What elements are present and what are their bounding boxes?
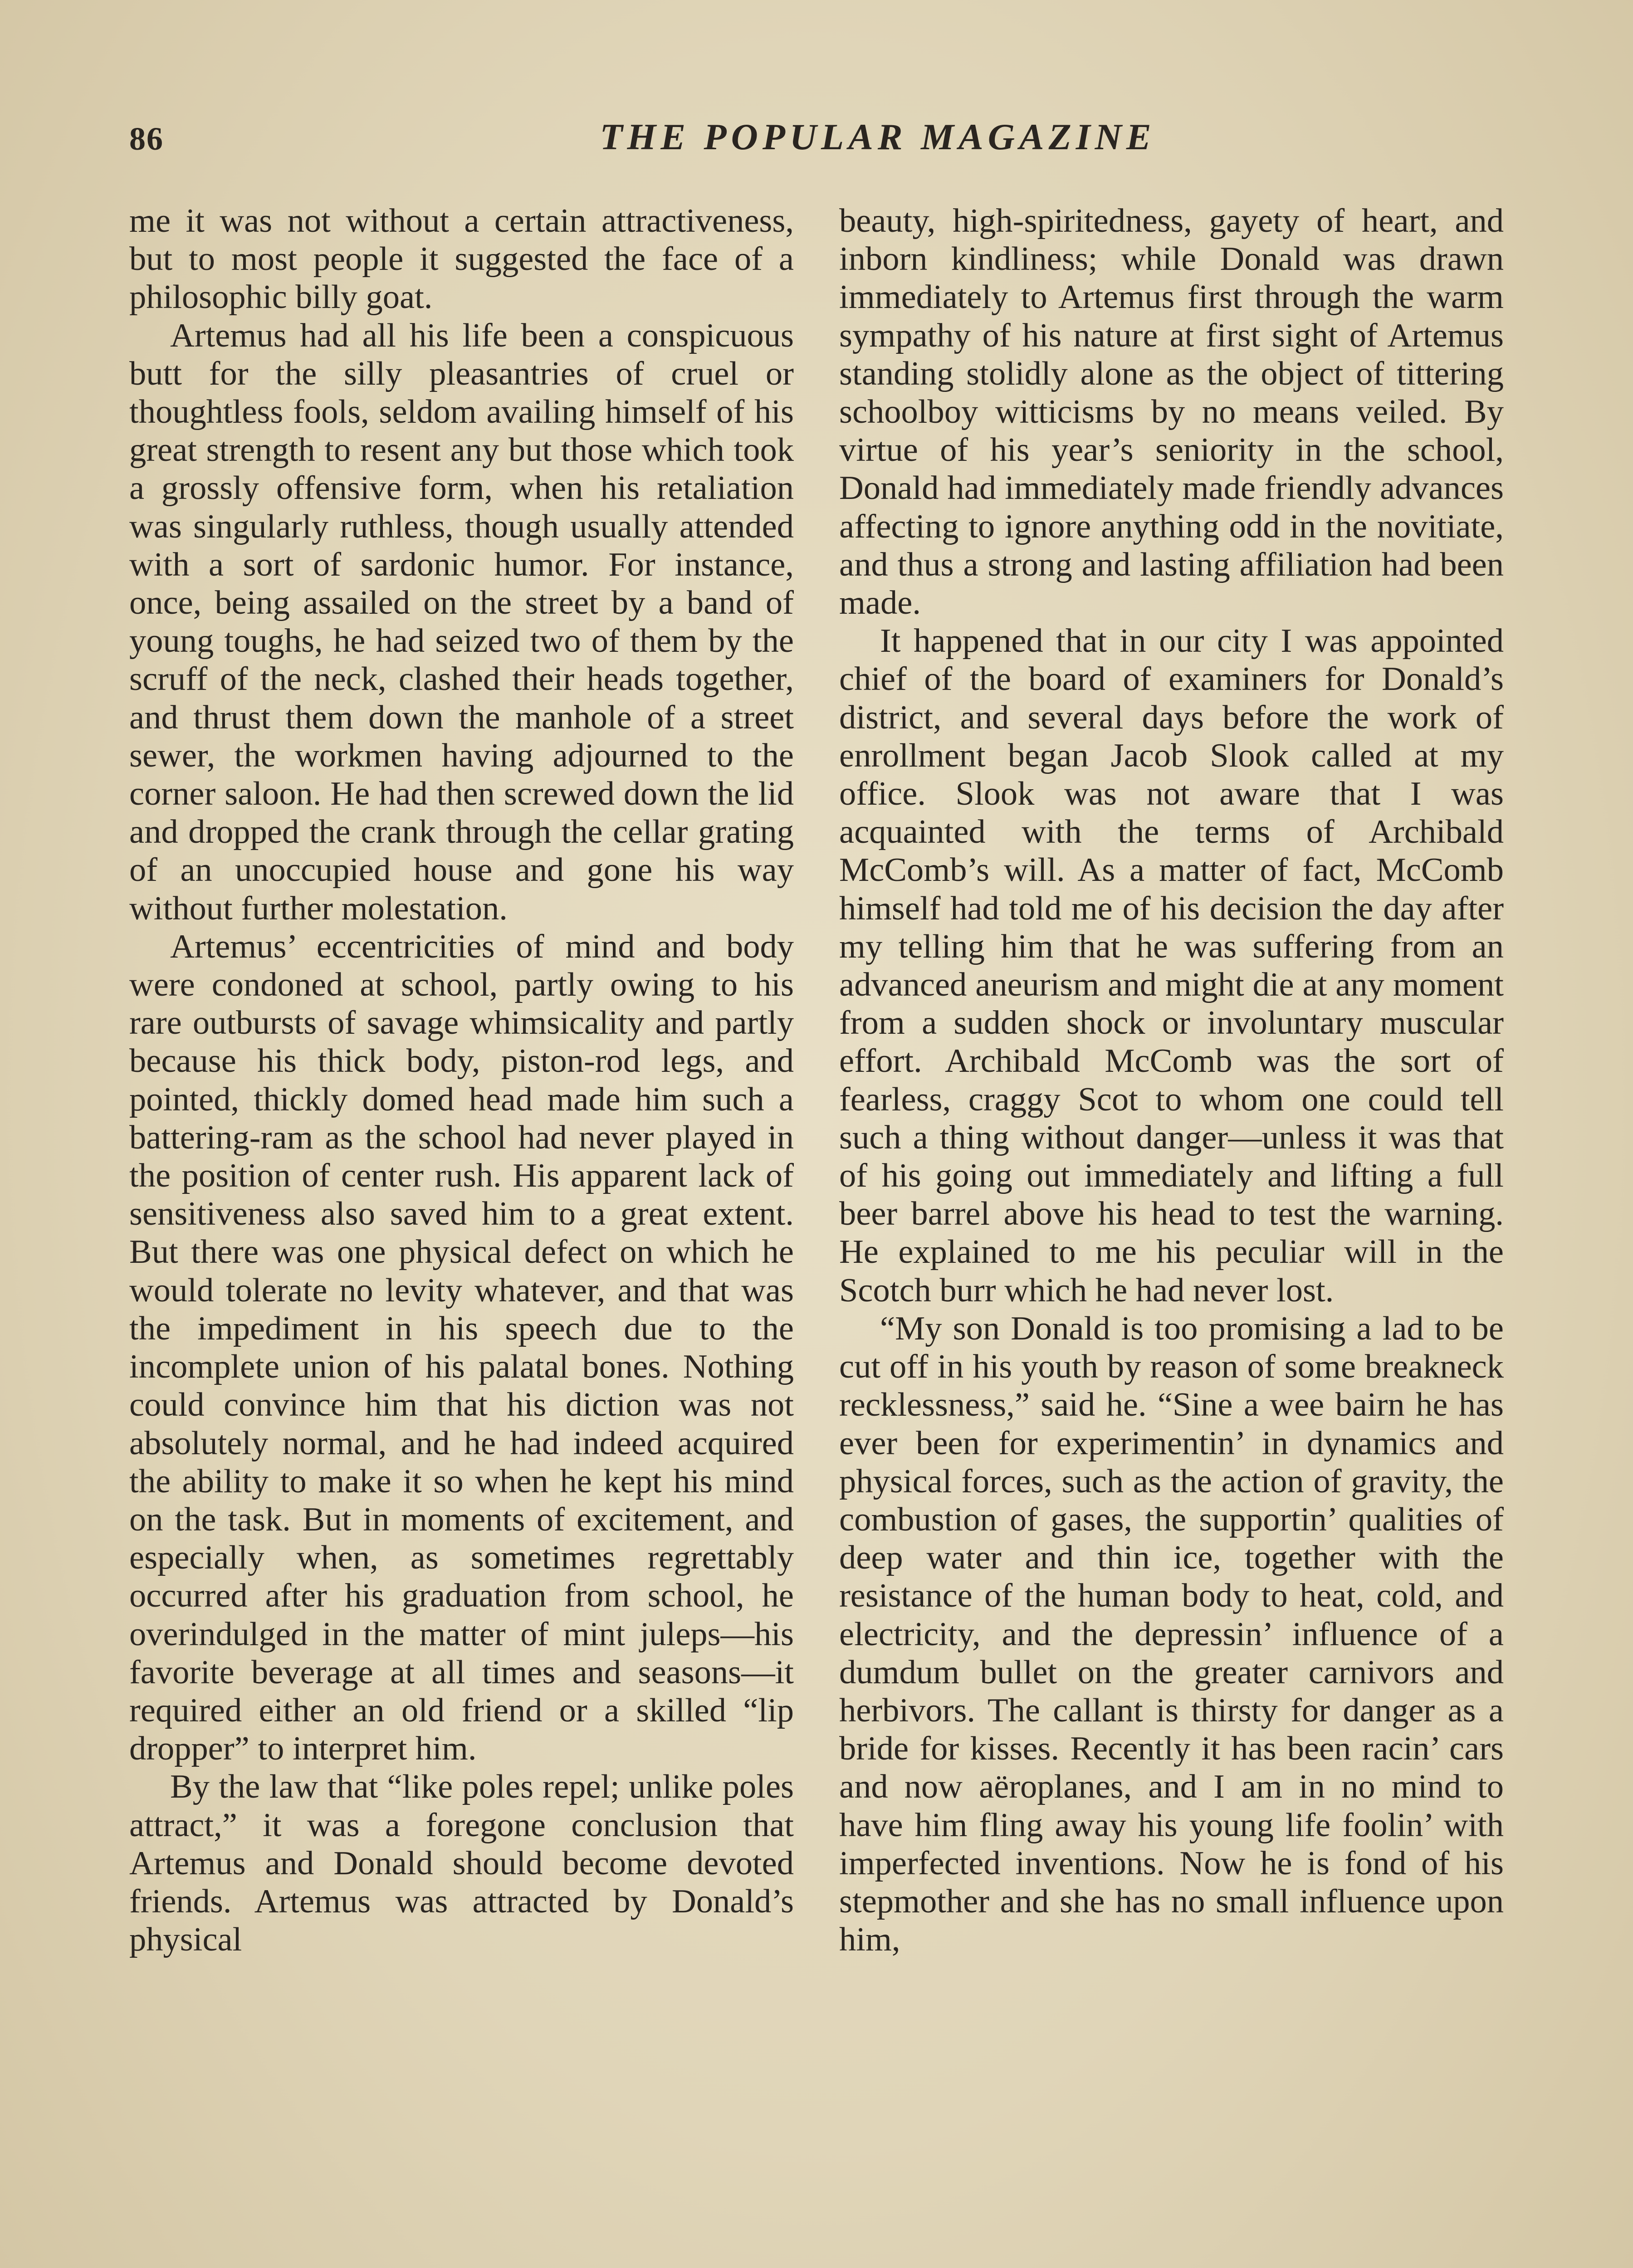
paragraph: beauty, high-spiritedness, gayety of heart, and inborn kindliness; while Donald was drawn immediately to Artemus first through the warm sympathy of his nature at first sight of Artemus standing stolidly alone as the object of tittering schoolboy witticisms by no means veiled. By virtue of his year’s seniority in the school, Donald had immediately made friendly advances affecting to ignore anything odd in the novitiate, and thus a strong and lasting affiliation had been made. <box>839 202 1504 622</box>
paragraph: It happened that in our city I was appointed chief of the board of examiners for Donald’s district, and several days before the work of enrollment began Jacob Slook called at my office. Slook was not aware that I was acquainted with the terms of Archibald McComb’s will. As a matter of fact, McComb himself had told me of his decision the day after my telling him that he was suffering from an advanced aneurism and might die at any moment from a sudden shock or involuntary muscular effort. Archibald McComb was the sort of fearless, craggy Scot to whom one could tell such a thing without danger—unless it was that of his going out immediately and lifting a full beer barrel above his head to test the warning. He explained to me his peculiar will in the Scotch burr which he had never lost. <box>839 622 1504 1309</box>
paragraph: By the law that “like poles repel; unlike poles attract,” it was a foregone conclusion that Artemus and Donald should become devoted friends. Artemus was attracted by Donald’s physical <box>129 1768 794 1959</box>
paragraph: Artemus’ eccentricities of mind and body were condoned at school, partly owing to his rare outbursts of savage whimsicality and partly because his thick body, piston-rod legs, and pointed, thickly domed head made him such a battering-ram as the school had never played in the position of center rush. His apparent lack of sensitiveness also saved him to a great extent. But there was one physical defect on which he would tolerate no levity whatever, and that was the impediment in his speech due to the incomplete union of his palatal bones. Nothing could convince him that his diction was not absolutely normal, and he had indeed acquired the ability to make it so when he kept his mind on the task. But in moments of excitement, and especially when, as sometimes regrettably occurred after his graduation from school, he overindulged in the matter of mint juleps—his favorite beverage at all times and seasons—it required either an old friend or a skilled “lip dropper” to interpret him. <box>129 928 794 1768</box>
page-number: 86 <box>129 121 164 157</box>
page-header <box>129 116 1504 170</box>
paragraph: “My son Donald is too promising a lad to be cut off in his youth by reason of some breakneck recklessness,” said he. “Sine a wee bairn he has ever been for experimentin’ in dynamics and physical forces, such as the action of gravity, the combustion of gases, the supportin’ qualities of deep water and thin ice, together with the resistance of the human body to heat, cold, and electricity, and the depressin’ influence of a dumdum bullet on the greater carnivors and herbivors. The callant is thirsty for danger as a bride for kisses. Recently it has been racin’ cars and now aëroplanes, and I am in no mind to have him fling away his young life foolin’ with imperfected inventions. Now he is fond of his stepmother and she has no small influence upon him, <box>839 1310 1504 1959</box>
right-column <box>839 202 1504 2268</box>
left-column <box>129 202 794 2268</box>
paragraph: me it was not without a certain attractiveness, but to most people it suggested the face of a philosophic billy goat. <box>129 202 794 316</box>
paragraph: Artemus had all his life been a conspicuous butt for the silly pleasantries of cruel or thoughtless fools, seldom availing himself of his great strength to resent any but those which took a grossly offensive form, when his retaliation was singularly ruthless, though usually attended with a sort of sardonic humor. For instance, once, being assailed on the street by a band of young toughs, he had seized two of them by the scruff of the neck, clashed their heads together, and thrust them down the manhole of a street sewer, the workmen having adjourned to the corner saloon. He had then screwed down the lid and dropped the crank through the cellar grating of an unoccupied house and gone his way without further molestation. <box>129 317 794 927</box>
running-title: THE POPULAR MAGAZINE <box>600 116 1156 157</box>
